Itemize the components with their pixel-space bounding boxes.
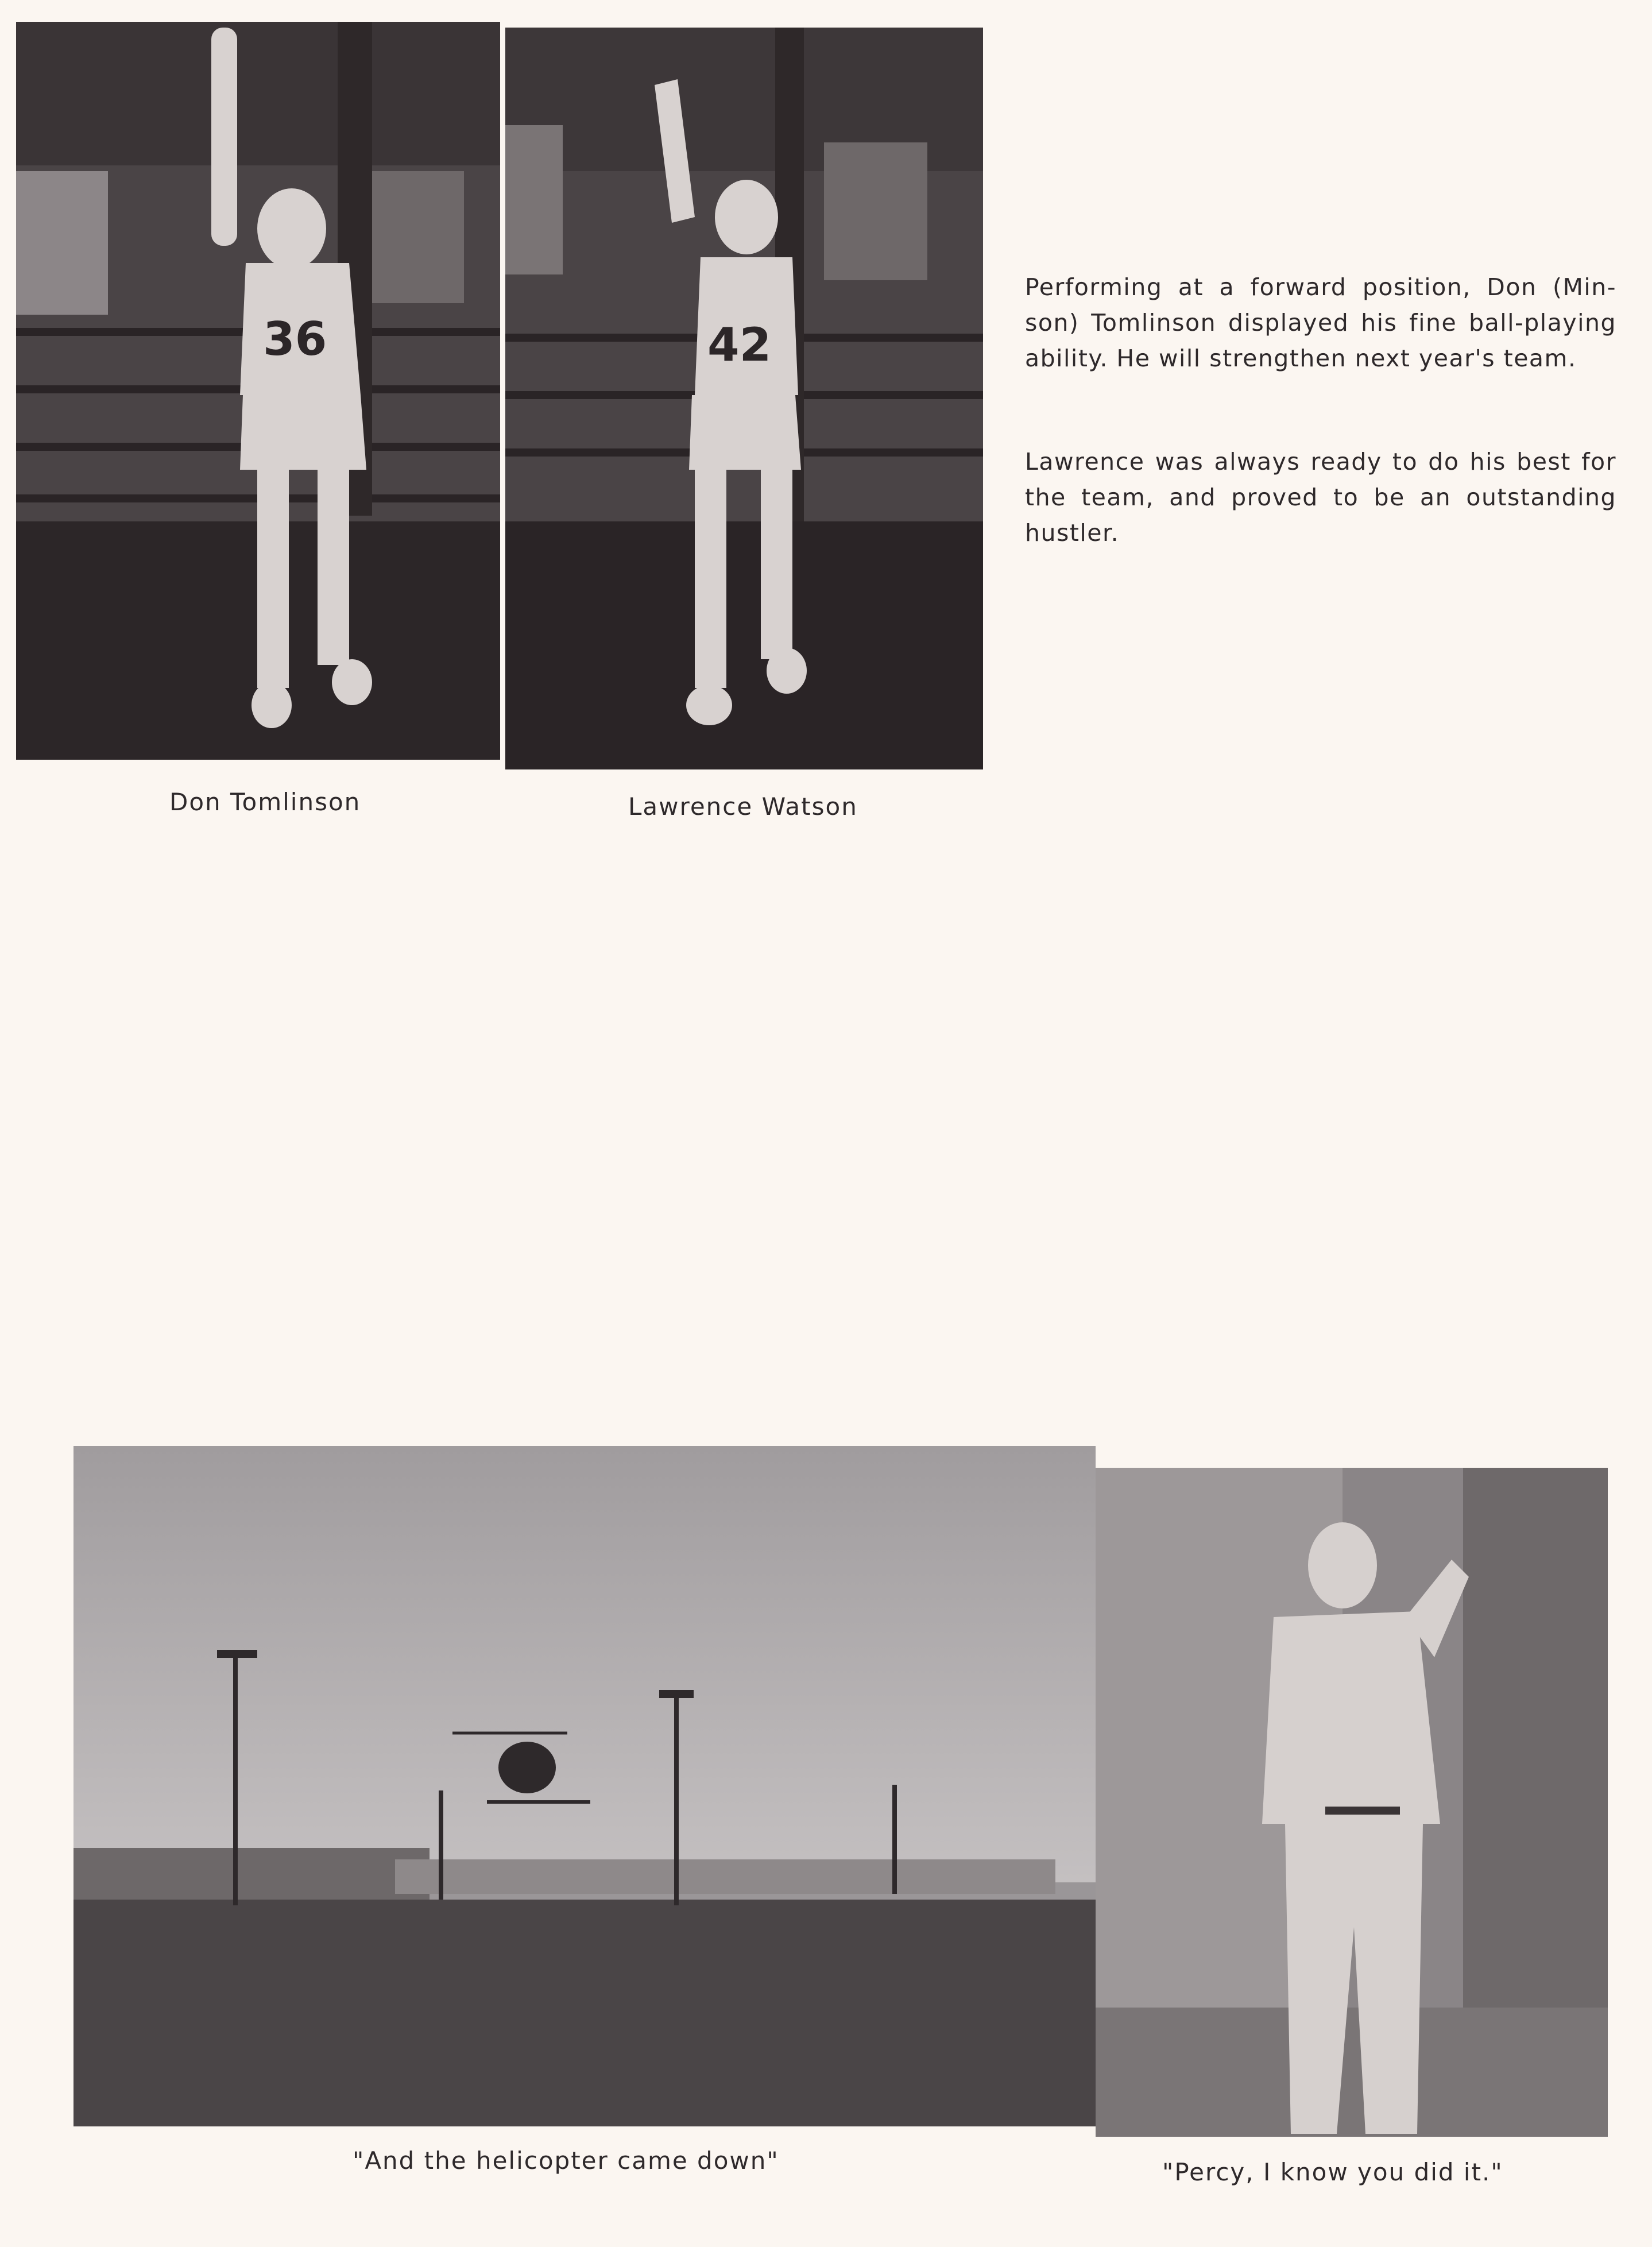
helicopter-scene-illustration	[73, 1446, 1096, 2126]
paragraph-don-tomlinson: Performing at a forward position, Don (Min-son) Tomlinson displayed his fine ball-playing ability. He will strengthen next year's team.	[1025, 273, 1616, 372]
basketball-player-illustration	[505, 28, 983, 769]
photo-don-tomlinson	[16, 22, 500, 760]
paragraph-lawrence-watson: Lawrence was always ready to do his best for the team, and proved to be an outstanding hustler.	[1025, 448, 1616, 547]
jersey-number: 36	[263, 312, 327, 366]
caption-helicopter: "And the helicopter came down"	[353, 2147, 779, 2175]
caption-percy: "Percy, I know you did it."	[1162, 2158, 1503, 2186]
caption-don-tomlinson: Don Tomlinson	[169, 788, 361, 816]
basketball-player-illustration	[16, 22, 500, 760]
man-pointing-illustration	[1096, 1468, 1608, 2137]
photo-lawrence-watson	[505, 28, 983, 769]
photo-percy	[1096, 1468, 1608, 2137]
caption-lawrence-watson: Lawrence Watson	[628, 792, 858, 821]
jersey-number: 42	[707, 318, 772, 372]
photo-helicopter	[73, 1446, 1096, 2126]
